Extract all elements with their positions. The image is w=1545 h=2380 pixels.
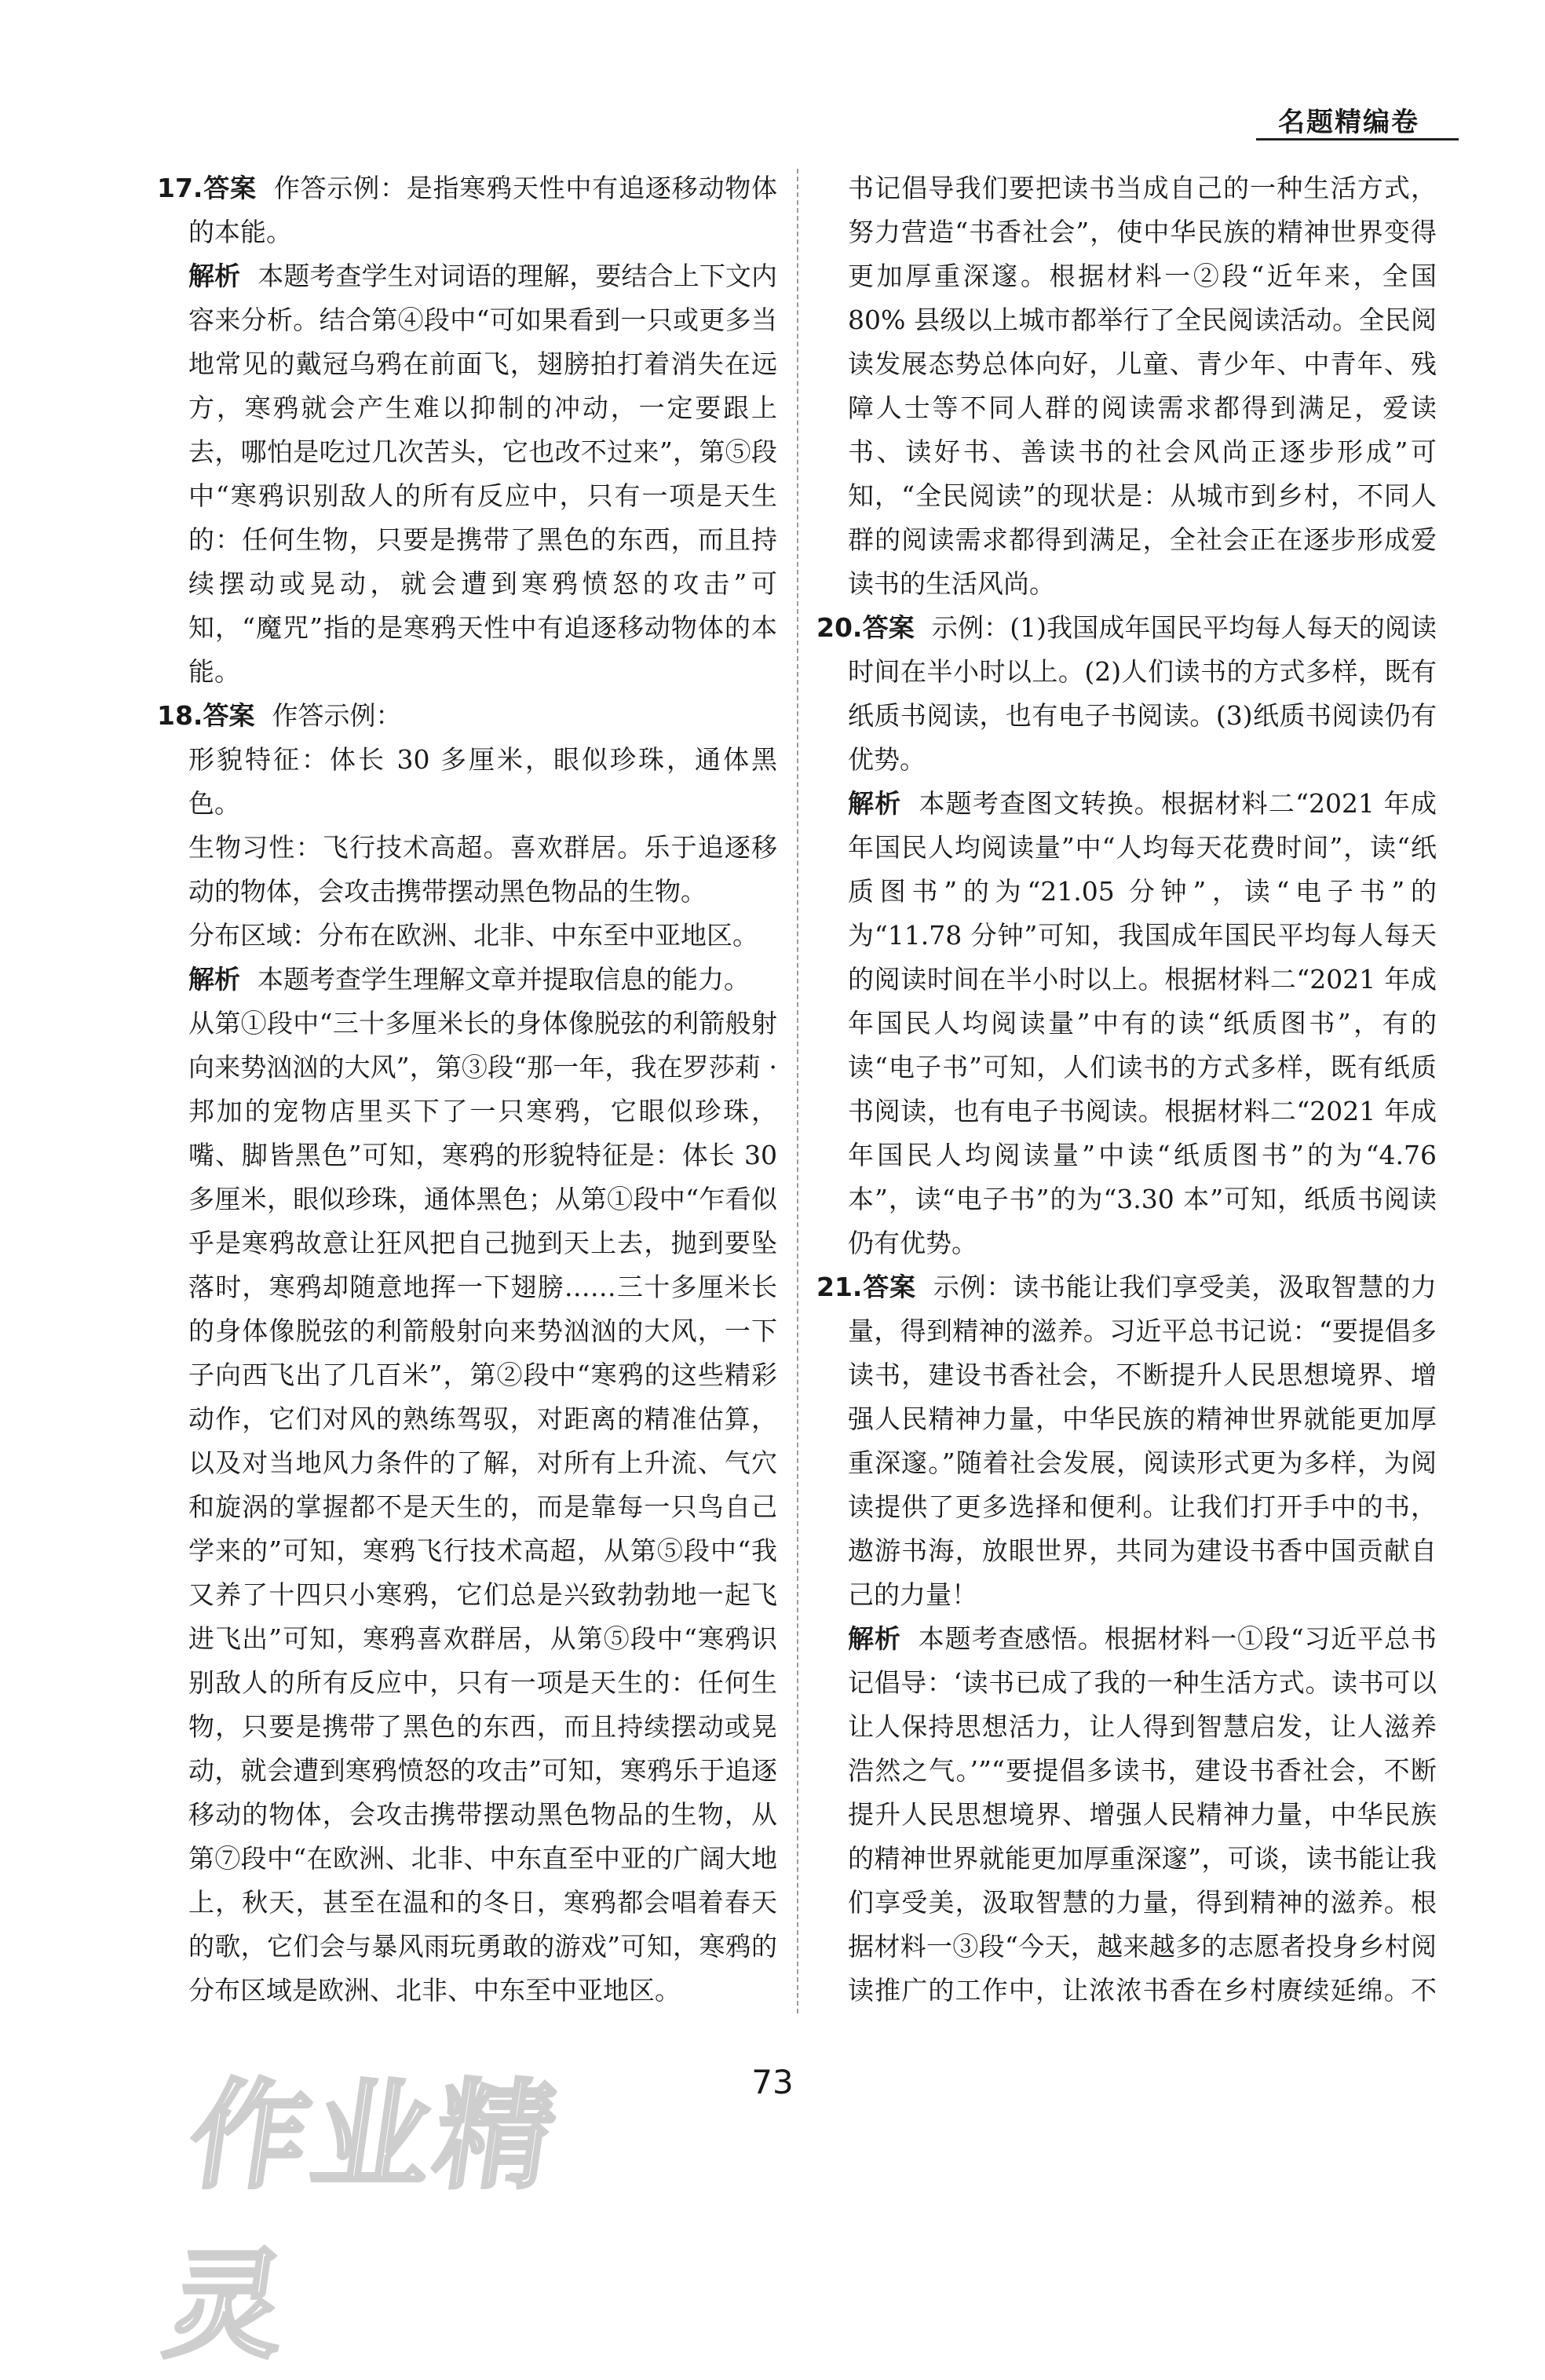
header-title: 名题精编卷 xyxy=(1278,107,1419,138)
q19-answer xyxy=(157,2013,777,2019)
answer-label: 答案 xyxy=(203,700,255,731)
analysis-label: 解析 xyxy=(188,261,241,291)
analysis-label: 解析 xyxy=(848,788,902,819)
answer-label: 答案 xyxy=(862,1272,916,1302)
q18-analysis-text: 本题考查学生理解文章并提取信息的能力。 xyxy=(258,964,750,995)
watermark xyxy=(157,2041,620,2375)
q17-analysis-text: 本题考查学生对词语的理解，要结合上下文内容来分析。结合第④段中“可如果看到一只或更多当地常见的戴冠乌鸦在前面飞，翅膀拍打着消失在远方，寒鸦就会产生难以抑制的冲动，一定要跟上去，哪怕是吃过几次苦头，它也改不过来”，第⑤段中“寒鸦识别敌人的所有反应中，只有一项是天生的：任何生物，只要是携带了黑色的东西，而且持续摆动或晃动，就会遭到寒鸦愤怒的攻击”可知，“魔咒”指的是寒鸦天性中有追逐移动物体的本能。 xyxy=(188,261,777,687)
q17-number: 17. xyxy=(157,173,203,203)
q18-line-habits: 生物习性：飞行技术高超。喜欢群居。乐于追逐移动的物体，会攻击携带摆动黑色物品的生物。 xyxy=(188,832,777,907)
q17-answer xyxy=(157,166,777,254)
q20-answer-text: 示例：(1)我国成年国民平均每人每天的阅读时间在半小时以上。(2)人们读书的方式多样，既有纸质书阅读，也有电子书阅读。(3)纸质书阅读仍有优势。 xyxy=(848,612,1437,775)
watermark-text: 作业精灵 xyxy=(157,2068,568,2375)
analysis-label: 解析 xyxy=(848,1623,901,1654)
q18-answer-text: 作答示例： xyxy=(272,700,402,731)
q18-line-appearance: 形貌特征：体长 30 多厘米，眼似珍珠，通体黑色。 xyxy=(188,744,777,819)
q20-answer xyxy=(816,606,1437,782)
q18-analysis xyxy=(157,958,777,1002)
q18-analysis-continued: 从第①段中“三十多厘米长的身体像脱弦的利箭般射向来势汹汹的大风”，第③段“那一年，我在罗莎莉 · 邦加的宠物店里买下了一只寒鸦，它眼似珍珠，嘴、脚皆黑色”可知，寒鸦的形貌特征是：体长 30 多厘米，眼似珍珠，通体黑色；从第①段中“乍看似乎是寒鸦故意让狂风把自己抛到天上去，抛到要坠落时，寒鸦却随意地挥一下翅膀……三十多厘米长的身体像脱弦的利箭般射向来势汹汹的大风，一下子向西飞出了几百米”，第②段中“寒鸦的这些精彩动作，它们对风的熟练驾驭，对距离的精准估算，以及对当地风力条件的了解，对所有上升流、气穴和旋涡的掌握都不是天生的，而是靠每一只鸟自己学来的”可知，寒鸦飞行技术高超，从第⑤段中“我又养了十四只小寒鸦，它们总是兴致勃勃地一起飞进飞出”可知，寒鸦喜欢群居，从第⑤段中“寒鸦识别敌人的所有反应中，只有一项是天生的：任何生物，只要是携带了黑色的东西，而且持续摆动或晃动，就会遭到寒鸦愤怒的攻击”可知，寒鸦乐于追逐移动的物体，会攻击携带摆动黑色物品的生物，从第⑦段中“在欧洲、北非、中东直至中亚的广阔大地上，秋天，甚至在温和的冬日，寒鸦都会唱着春天的歌，它们会与暴风雨玩勇敢的游戏”可知，寒鸦的分布区域是欧洲、北非、中东至中亚地区。 xyxy=(188,1008,777,2006)
q21-answer xyxy=(816,1265,1437,1617)
q18-answer xyxy=(157,694,777,738)
answer-label: 答案 xyxy=(862,612,915,643)
page-header xyxy=(0,0,1545,149)
analysis-label: 解析 xyxy=(188,964,240,995)
q21-number: 21. xyxy=(816,1272,863,1302)
q20-analysis xyxy=(816,782,1437,1265)
answer-label: 答案 xyxy=(203,173,257,203)
page-number: 73 xyxy=(751,2063,794,2101)
q18-number: 18. xyxy=(157,700,203,731)
q18-line-distribution: 分布区域：分布在欧洲、北非、中东至中亚地区。 xyxy=(188,920,758,951)
q19-analysis-continued: 书记倡导我们要把读书当成自己的一种生活方式，努力营造“书香社会”，使中华民族的精神世界变得更加厚重深邃。根据材料一②段“近年来，全国 80% 县级以上城市都举行了全民阅读活动。全民阅读发展态势总体向好，儿童、青少年、中青年、残障人士等不同人群的阅读需求都得到满足，爱读书、读好书、善读书的社会风尚正逐步形成”可知，“全民阅读”的现状是：从城市到乡村，不同人群的阅读需求都得到满足，全社会正在逐步形成爱读书的生活风尚。 xyxy=(848,173,1437,599)
left-column xyxy=(157,166,777,2019)
column-divider xyxy=(797,169,798,2013)
q21-answer-text: 示例：读书能让我们享受美，汲取智慧的力量，得到精神的滋养。习近平总书记说：“要提倡多读书，建设书香社会，不断提升人民思想境界、增强人民精神力量，中华民族的精神世界就能更加厚重深邃。”随着社会发展，阅读形式更为多样，为阅读提供了更多选择和便利。让我们打开手中的书，遨游书海，放眼世界，共同为建设书香中国贡献自己的力量！ xyxy=(848,1272,1437,1610)
q17-analysis xyxy=(157,254,777,694)
q21-analysis xyxy=(816,1617,1437,2019)
q20-number: 20. xyxy=(816,612,863,643)
q20-analysis-text: 本题考查图文转换。根据材料二“2021 年成年国民人均阅读量”中“人均每天花费时间”，读“纸质图书”的为“21.05 分钟”，读“电子书”的为“11.78 分钟”可知，我国成年国民平均每人每天的阅读时间在半小时以上。根据材料二“2021 年成年国民人均阅读量”中有的读“纸质图书”，有的读“电子书”可知，人们读书的方式多样，既有纸质书阅读，也有电子书阅读。根据材料二“2021 年成年国民人均阅读量”中读“纸质图书”的为“4.76 本”，读“电子书”的为“3.30 本”可知，纸质书阅读仍有优势。 xyxy=(848,788,1437,1258)
right-column xyxy=(816,166,1437,2019)
header-rule xyxy=(1256,138,1459,141)
q17-answer-text: 作答示例：是指寒鸦天性中有追逐移动物体的本能。 xyxy=(188,173,777,247)
q21-analysis-text: 本题考查感悟。根据材料一①段“习近平总书记倡导：‘读书已成了我的一种生活方式。读书可以让人保持思想活力，让人得到智慧启发，让人滋养浩然之气。’”“要提倡多读书，建设书香社会，不断提升人民思想境界、增强人民精神力量，中华民族的精神世界就能更加厚重深邃”，可谈，读书能让我们享受美，汲取智慧的力量，得到精神的滋养。根据材料一③段“今天，越来越多的志愿者投身乡村阅读推广的工作中，让浓浓书香在乡村赓续延绵。不 xyxy=(848,1623,1437,2006)
